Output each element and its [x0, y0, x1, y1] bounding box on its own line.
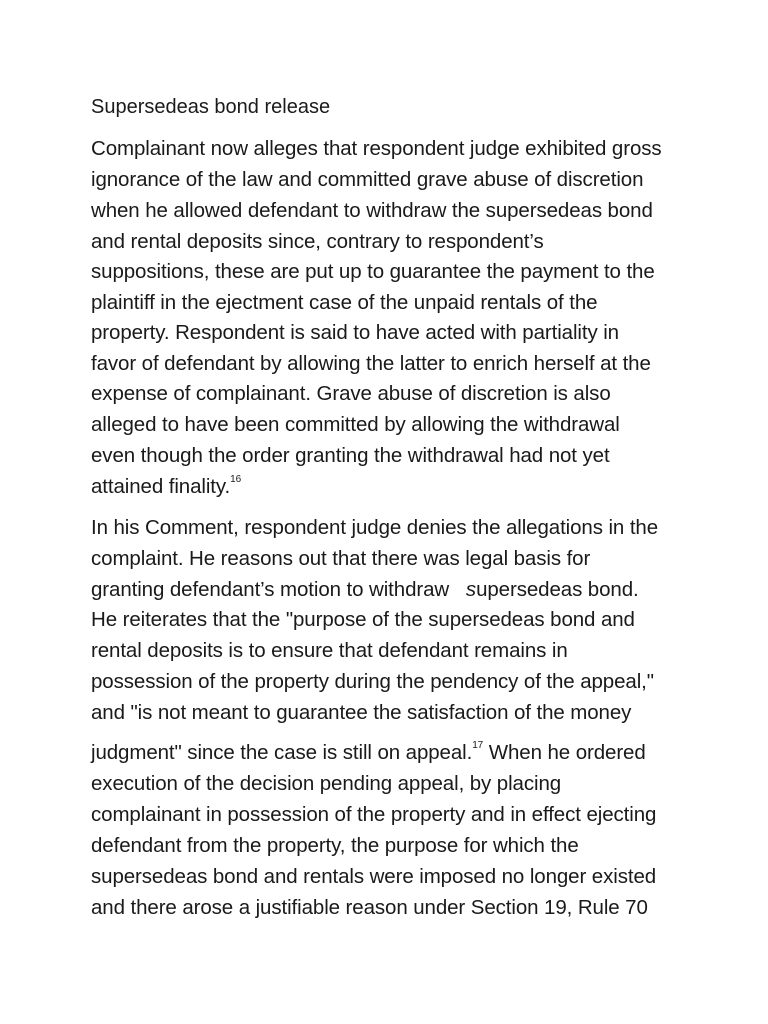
paragraph-2-line-suffix: upersedeas bond.: [476, 578, 639, 601]
paragraph-1-line: favor of defendant by allowing the latter to enrich herself at the: [91, 352, 651, 375]
paragraph-2-line: complaint. He reasons out that there was legal basis for: [91, 547, 591, 570]
paragraph-2-line-suffix: When he ordered: [483, 741, 646, 764]
paragraph-1-line: alleged to have been committed by allowing the withdrawal: [91, 413, 620, 436]
paragraph-1-line: and rental deposits since, contrary to respondent’s: [91, 230, 544, 253]
paragraph-2-line: and there arose a justifiable reason under Section 19, Rule 70: [91, 896, 648, 919]
paragraph-1-line: suppositions, these are put up to guarantee the payment to the: [91, 260, 655, 283]
paragraph-2-line-prefix: granting defendant’s motion to withdraw: [91, 578, 450, 601]
paragraph-1-line: expense of complainant. Grave abuse of discretion is also: [91, 382, 611, 405]
paragraph-1-line: plaintiff in the ejectment case of the unpaid rentals of the: [91, 291, 598, 314]
paragraph-1-line: property. Respondent is said to have acted with partiality in: [91, 321, 619, 344]
paragraph-1-last-line-text: attained finality.: [91, 475, 231, 498]
paragraph-1-last-line: [91, 474, 241, 500]
paragraph-2-line: supersedeas bond and rentals were imposed no longer existed: [91, 865, 657, 888]
paragraph-2-line-prefix: judgment" since the case is still on appeal.: [91, 741, 473, 764]
paragraph-2-line-mixed: [91, 577, 639, 603]
paragraph-2-line: rental deposits is to ensure that defendant remains in: [91, 639, 568, 662]
paragraph-2-line: complainant in possession of the property and in effect ejecting: [91, 803, 657, 826]
footnote-ref-17[interactable]: 17: [472, 740, 484, 752]
paragraph-2-line-footnote: [91, 740, 646, 766]
paragraph-1-line: Complainant now alleges that respondent judge exhibited gross: [91, 137, 662, 160]
paragraph-1-line: ignorance of the law and committed grave abuse of discretion: [91, 168, 644, 191]
paragraph-2-line: possession of the property during the pendency of the appeal,": [91, 670, 654, 693]
paragraph-2-line: and "is not meant to guarantee the satisfaction of the money: [91, 701, 632, 724]
paragraph-1-line: even though the order granting the withdrawal had not yet: [91, 444, 610, 467]
section-heading: Supersedeas bond release: [91, 96, 331, 118]
paragraph-2-line: execution of the decision pending appeal, by placing: [91, 772, 562, 795]
paragraph-1-line: when he allowed defendant to withdraw the supersedeas bond: [91, 199, 653, 222]
paragraph-2-line: He reiterates that the "purpose of the supersedeas bond and: [91, 608, 635, 631]
paragraph-2-line: defendant from the property, the purpose for which the: [91, 834, 579, 857]
paragraph-2-line: In his Comment, respondent judge denies the allegations in the: [91, 516, 659, 539]
italic-letter: s: [465, 578, 477, 601]
footnote-ref-16[interactable]: 16: [230, 474, 242, 486]
